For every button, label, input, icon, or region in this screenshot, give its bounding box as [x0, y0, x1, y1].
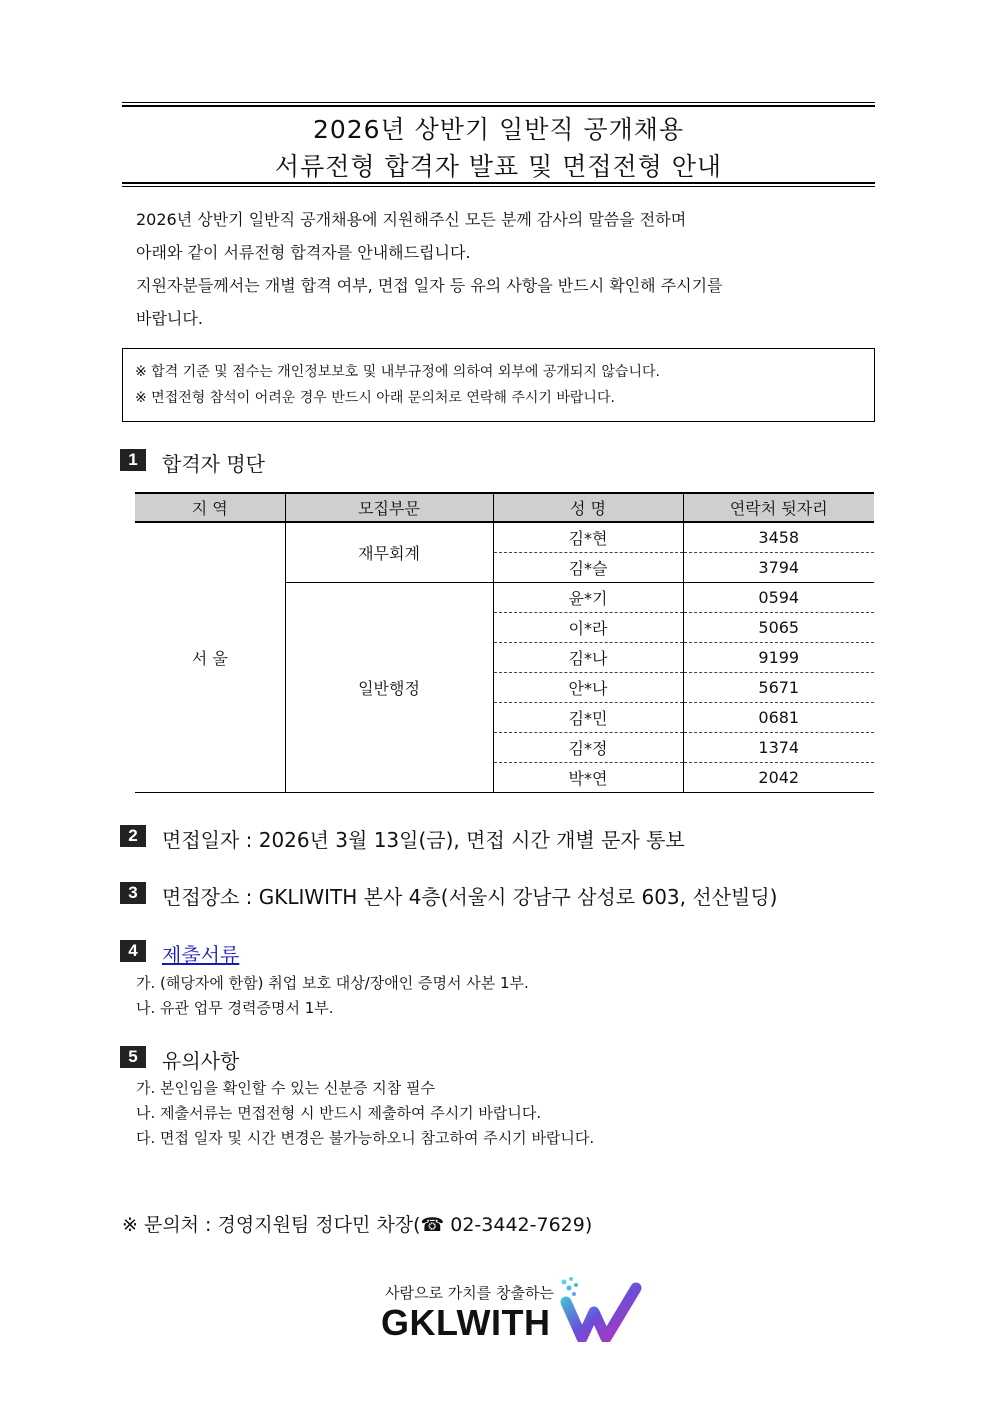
- phone-cell: 5065: [683, 613, 874, 643]
- title-rule-bottom-thick: [122, 182, 875, 184]
- dept-cell: 일반행정: [285, 583, 493, 793]
- section-1-title: 합격자 명단: [162, 452, 265, 476]
- logo-tagline: 사람으로 가치를 창출하는: [385, 1284, 554, 1302]
- phone-cell: 3794: [683, 553, 874, 583]
- roster-header-row: [135, 493, 874, 522]
- table-row: [135, 522, 874, 553]
- notice-line: ※ 합격 기준 및 점수는 개인정보보호 및 내부규정에 의하여 외부에 공개되지 않습니다.: [135, 364, 660, 380]
- intro-line: 2026년 상반기 일반직 공개채용에 지원해주신 모든 분께 감사의 말씀을 전하며: [136, 210, 687, 229]
- name-cell: 김*현: [493, 522, 683, 553]
- header-phone: 연락처 뒷자리: [683, 493, 874, 522]
- header-name: 성 명: [493, 493, 683, 522]
- intro-line: 지원자분들께서는 개별 합격 여부, 면접 일자 등 유의 사항을 반드시 확인해 주시기를: [136, 276, 723, 295]
- header-region: 지 역: [135, 493, 285, 522]
- phone-cell: 5671: [683, 673, 874, 703]
- section-4-item: 나. 유관 업무 경력증명서 1부.: [136, 999, 334, 1017]
- section-3-title: 면접장소 : GKLIWITH 본사 4층(서울시 강남구 삼성로 603, 선산빌딩): [162, 885, 778, 909]
- title-rule-bottom-thin: [122, 186, 875, 187]
- name-cell: 이*라: [493, 613, 683, 643]
- page-title-line2: 서류전형 합격자 발표 및 면접전형 안내: [274, 152, 723, 181]
- roster-table: [135, 492, 874, 793]
- section-5-item: 다. 면접 일자 및 시간 변경은 불가능하오니 참고하여 주시기 바랍니다.: [136, 1129, 595, 1147]
- phone-cell: 0594: [683, 583, 874, 613]
- section-5-title: 유의사항: [162, 1049, 240, 1073]
- dept-cell: 재무회계: [285, 522, 493, 583]
- phone-cell: 9199: [683, 643, 874, 673]
- section-3-number: 3: [120, 882, 146, 904]
- phone-cell: 3458: [683, 522, 874, 553]
- section-5-number: 5: [120, 1046, 146, 1068]
- section-4-title-link[interactable]: 제출서류: [162, 943, 240, 967]
- notice-line: ※ 면접전형 참석이 어려운 경우 반드시 아래 문의처로 연락해 주시기 바랍니다.: [135, 390, 615, 406]
- name-cell: 김*나: [493, 643, 683, 673]
- logo-wordmark: GKLWITH: [381, 1302, 551, 1343]
- page-title-line1: 2026년 상반기 일반직 공개채용: [312, 115, 685, 144]
- phone-cell: 2042: [683, 763, 874, 793]
- intro-line: 아래와 같이 서류전형 합격자를 안내해드립니다.: [136, 243, 471, 262]
- section-5-item: 나. 제출서류는 면접전형 시 반드시 제출하여 주시기 바랍니다.: [136, 1104, 542, 1122]
- contact-line: ※ 문의처 : 경영지원팀 정다민 차장(☎ 02-3442-7629): [122, 1214, 593, 1236]
- name-cell: 김*슬: [493, 553, 683, 583]
- header-dept: 모집부문: [285, 493, 493, 522]
- section-4-number: 4: [120, 940, 146, 962]
- title-rule-top-thin: [122, 102, 875, 103]
- section-1-number: 1: [120, 449, 146, 471]
- name-cell: 김*정: [493, 733, 683, 763]
- name-cell: 박*연: [493, 763, 683, 793]
- logo-w-mark-icon: [560, 1276, 642, 1342]
- section-4-item: 가. (해당자에 한함) 취업 보호 대상/장애인 증명서 사본 1부.: [136, 974, 529, 992]
- phone-cell: 1374: [683, 733, 874, 763]
- title-rule-top-thick: [122, 105, 875, 107]
- name-cell: 김*민: [493, 703, 683, 733]
- section-2-title: 면접일자 : 2026년 3월 13일(금), 면접 시간 개별 문자 통보: [162, 828, 685, 852]
- phone-cell: 0681: [683, 703, 874, 733]
- section-2-number: 2: [120, 825, 146, 847]
- section-5-item: 가. 본인임을 확인할 수 있는 신분증 지참 필수: [136, 1079, 435, 1097]
- intro-line: 바랍니다.: [136, 309, 203, 328]
- region-cell: 서 울: [135, 522, 285, 793]
- name-cell: 윤*기: [493, 583, 683, 613]
- notice-box: [122, 348, 875, 422]
- name-cell: 안*나: [493, 673, 683, 703]
